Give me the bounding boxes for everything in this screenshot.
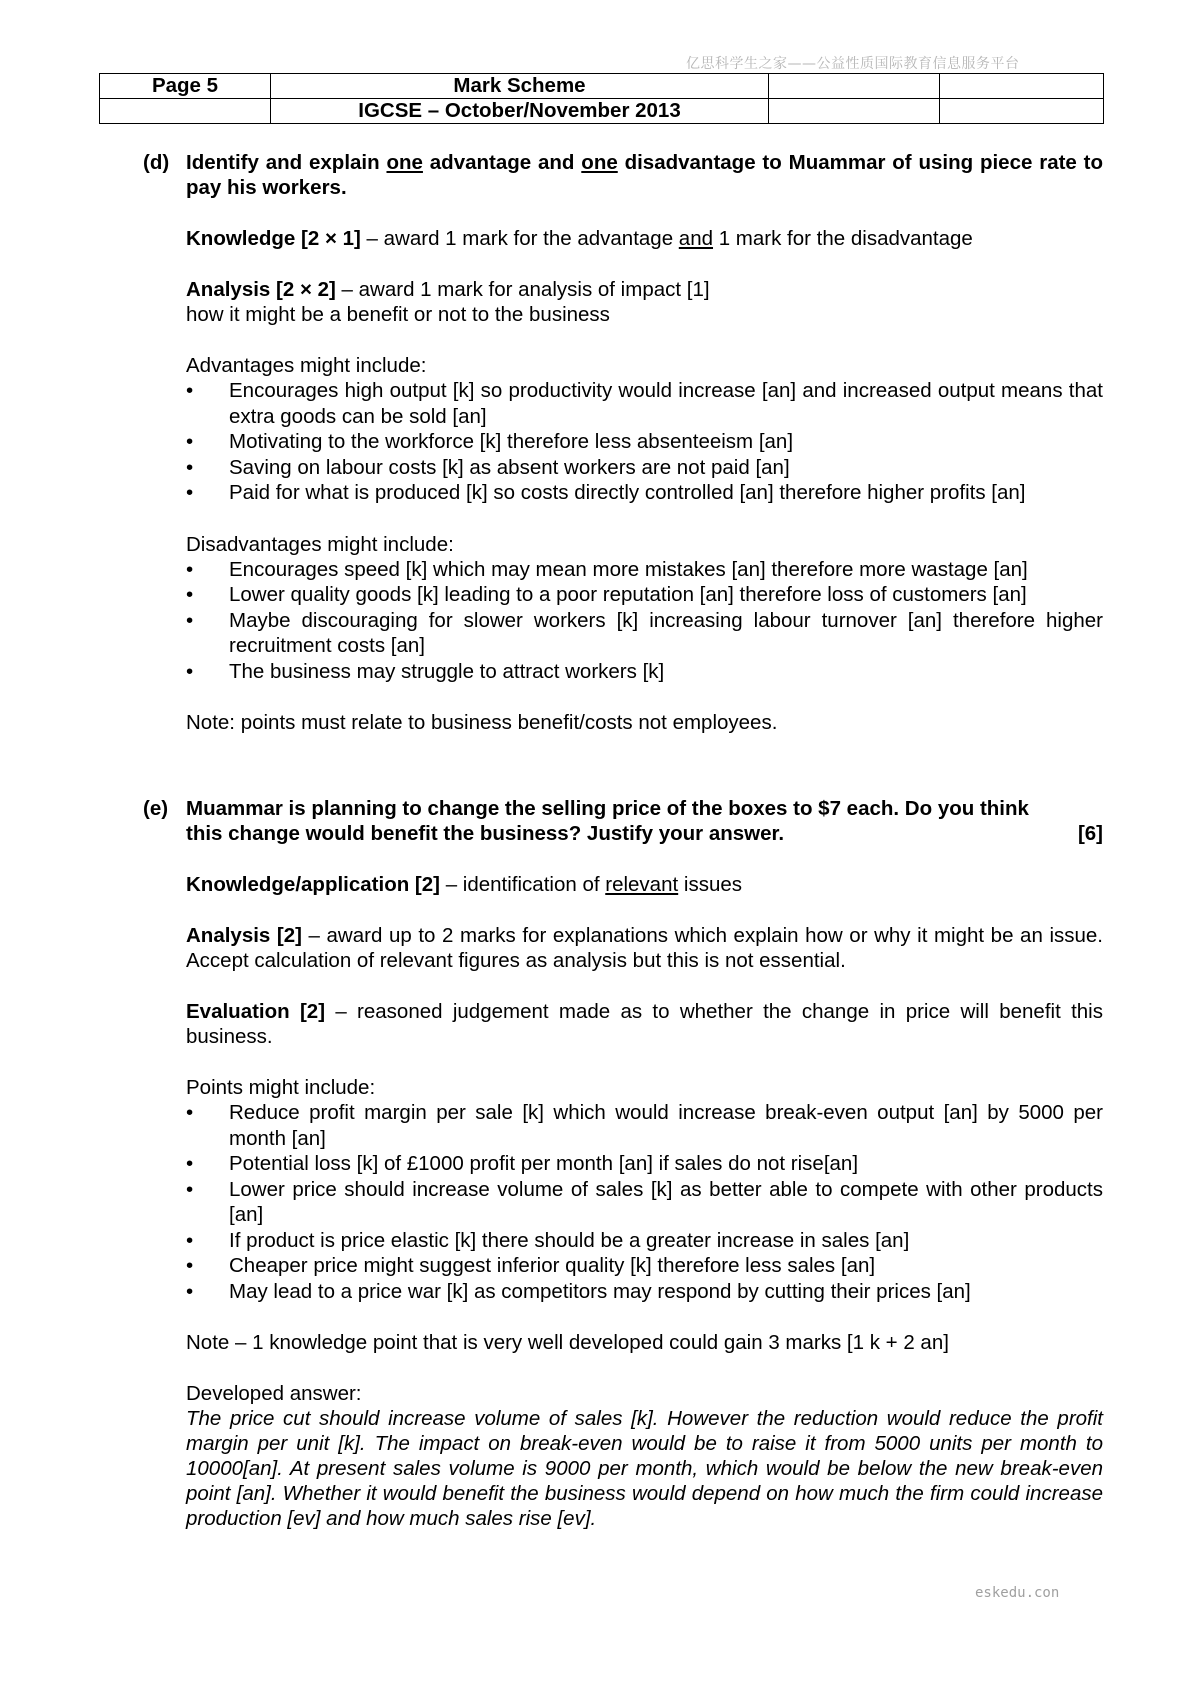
knowledge-criteria: Knowledge [2 × 1] – award 1 mark for the advantage and 1 mark for the disadvantage [186,227,973,250]
points-heading: Points might include: [186,1076,376,1099]
evaluation-criteria: Evaluation [2] – reasoned judgement made as to whether the change in price will benefit this business. [186,1000,1103,1048]
list-item: • Paid for what is produced [k] so costs directly controlled [an] therefore higher profits [an] [186,480,1103,506]
points-list [186,1100,1103,1304]
advantages-list [186,378,1103,506]
question-letter: (e) [143,797,169,820]
document-subtitle: IGCSE – October/November 2013 [271,99,769,124]
question-letter: (d) [143,151,170,174]
watermark-top: 亿思科学生之家——公益性质国际教育信息服务平台 [686,56,1020,72]
disadvantages-list [186,557,1103,685]
advantages-heading: Advantages might include: [186,354,427,377]
knowledge-application-criteria: Knowledge/application [2] – identification of relevant issues [186,873,742,896]
question-e [143,796,1103,1531]
list-item: • Saving on labour costs [k] as absent workers are not paid [an] [186,455,1103,481]
list-item: • Encourages speed [k] which may mean more mistakes [an] therefore more wastage [an] [186,557,1103,583]
header-empty-cell [940,74,1104,99]
header-empty-cell [769,99,940,124]
list-item: • Lower price should increase volume of sales [k] as better able to compete with other products [an] [186,1177,1103,1228]
list-item: • If product is price elastic [k] there should be a greater increase in sales [an] [186,1228,1103,1254]
note: Note – 1 knowledge point that is very well developed could gain 3 marks [1 k + 2 an] [186,1331,949,1354]
list-item: • Potential loss [k] of £1000 profit per month [an] if sales do not rise[an] [186,1151,1103,1177]
analysis-criteria: Analysis [2 × 2] – award 1 mark for analysis of impact [1] how it might be a benefit or not to the business [186,278,710,326]
header-empty-cell [940,99,1104,124]
page-number: Page 5 [100,74,271,99]
list-item: • Encourages high output [k] so productivity would increase [an] and increased output means that extra goods can be sold [an] [186,378,1103,429]
list-item: • Reduce profit margin per sale [k] which would increase break-even output [an] by 5000 per month [an] [186,1100,1103,1151]
header-empty-cell [100,99,271,124]
document-title: Mark Scheme [271,74,769,99]
list-item: • May lead to a price war [k] as competitors may respond by cutting their prices [an] [186,1279,1103,1305]
developed-answer-heading: Developed answer: [186,1382,362,1405]
list-item: • Motivating to the workforce [k] therefore less absenteeism [an] [186,429,1103,455]
list-item: • Cheaper price might suggest inferior quality [k] therefore less sales [an] [186,1253,1103,1279]
question-d [143,150,1103,735]
note: Note: points must relate to business benefit/costs not employees. [186,711,778,734]
developed-answer-text: The price cut should increase volume of sales [k]. However the reduction would reduce the profit margin per unit [k]. The impact on break-even would be to raise it from 5000 units per month to 10000[an]. At present sales volume is 9000 per month, which would be below the new break-even point [an]. Whether it would benefit the business would depend on how much the firm could increase production [ev] and how much sales rise [ev]. [186,1407,1103,1530]
list-item: • Maybe discouraging for slower workers [k] increasing labour turnover [an] therefore higher recruitment costs [an] [186,608,1103,659]
question-e-heading [143,796,1103,846]
list-item: • Lower quality goods [k] leading to a poor reputation [an] therefore loss of customers [an] [186,582,1103,608]
disadvantages-heading: Disadvantages might include: [186,532,454,556]
list-item: • The business may struggle to attract workers [k] [186,659,1103,685]
question-text: Identify and explain one advantage and one disadvantage to Muammar of using piece rate to pay his workers. [186,151,1104,199]
watermark-bottom: eskedu.con [975,1585,1060,1601]
question-d-heading [143,150,1103,200]
header-empty-cell [769,74,940,99]
question-text: Muammar is planning to change the selling price of the boxes to $7 each. Do you think this change would benefit the business? Justify your answer. [6] [186,797,1103,845]
header-table [99,73,1104,124]
marks-available: [6] [1077,822,1103,845]
analysis-criteria: Analysis [2] – award up to 2 marks for explanations which explain how or why it might be an issue. Accept calculation of relevant figures as analysis but this is not essential. [186,924,1103,972]
